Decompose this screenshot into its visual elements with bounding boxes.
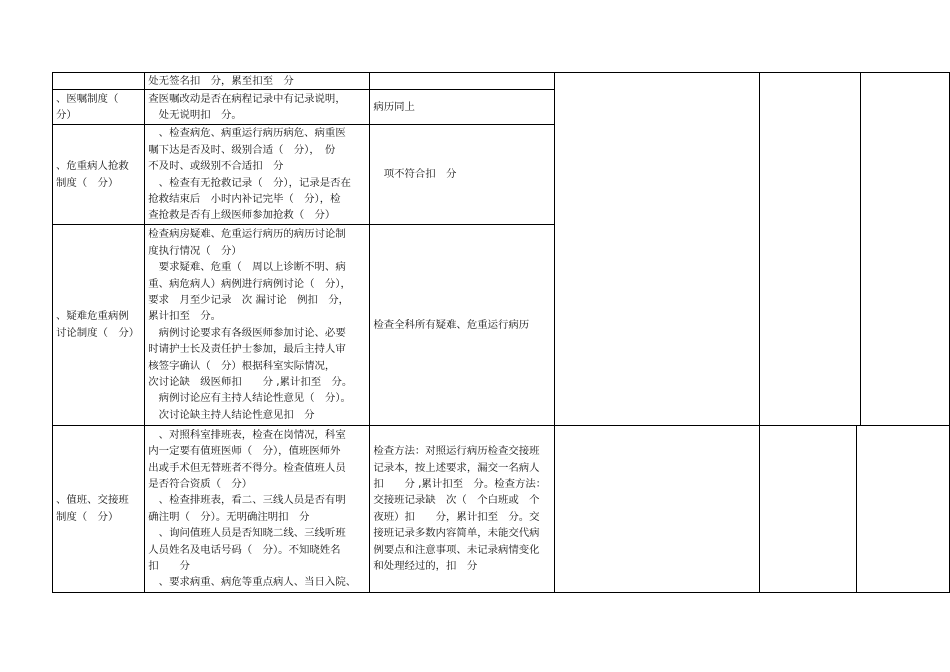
deduction-text: 检查全科所有疑难、危重运行病历 [373,318,530,331]
score-cell [555,425,760,592]
detail-cell [145,224,370,425]
item-cell [53,125,145,224]
detail-cell [145,90,370,125]
table-row [53,425,950,592]
table-row [53,73,950,90]
item-cell [53,73,145,90]
deduction-cell [370,90,555,125]
detail-cell [145,125,370,224]
remark-split [760,73,949,425]
detail-text: 、对照科室排班表，检查在岗情况，科室 内一定要有值班医师（ 分），值班医师外 出或手术但无替班者不得分。检查值班人员 是否符合资质（ 分） 、检查排班表，看二、三线人员是否有明 确注明（ 分）。无明确注明扣 分 、询问值班人员是否知晓二线、三线听班 人员姓名及电话号码（ 分）。不知晓姓名 扣 分 、要求病重、病危等重点病人、当日入院、 [148,428,357,589]
evaluation-table [52,72,950,593]
detail-text: 处无签名扣 分，累至扣至 分 [148,75,294,87]
deduction-cell [370,73,555,90]
detail-text: 查医嘱改动是否在病程记录中有记录说明， 处无说明扣 分。 [148,93,346,122]
item-cell [53,90,145,125]
score-cell [555,73,760,426]
deduction-cell [370,425,555,592]
deduction-text: 项不符合扣 分 [373,168,457,181]
deduction-cell [370,224,555,425]
remark-cell [760,425,857,592]
detail-text: 检查病房疑难、危重运行病历的病历讨论制 度执行情况（ 分） 要求疑难、危重（ 周以上诊断不明、病 重、病危病人）病例进行病例讨论（ 分）， 要求 月至少记录 次 漏讨论 例扣 分， 累计扣至 分。 病例讨论要求有各级医师参加讨论、必要 时请护士长及责任护士参加，最后主持人审 核签字确认（ 分）根据科室实际情况， 次讨论缺 级医师扣 分 ,累计扣至 分。 病例讨论应有主持人结论性意见（ 分）。 次讨论缺主持人结论性意见扣 分 [148,228,353,421]
detail-text: 、检查病危、病重运行病历病危、病重医 嘱下达是否及时、级别合适（ 分）， 份 不及时、或级别不合适扣 分 、检查有无抢救记录（ 分），记录是否在 抢救结束后 小时内补记完毕（ 分），检 查抢救是否有上级医师参加抢救（ 分） [148,127,351,222]
remark-cell [857,425,950,592]
item-text: 、危重病人抢救 制度（ 分） [56,160,129,189]
remark-cell-merged [760,73,950,426]
remark-cell-left [760,73,861,425]
deduction-text: 病历同上 [373,101,415,114]
item-cell [53,425,145,592]
item-cell [53,224,145,425]
item-text: 、疑难危重病例 讨论制度（ 分） [56,310,140,339]
remark-cell-right [861,73,949,425]
deduction-cell [370,125,555,224]
detail-cell [145,425,370,592]
item-text: 、医嘱制度（ 分） [56,93,119,122]
deduction-text: 检查方法：对照运行病历检查交接班 记录本，按上述要求，漏交一名病人 扣 分 ,累计扣至 分。检查方法： 交接班记录缺 次（ 个白班或 个 夜班）扣 分，累计扣至 分。交 接班记录多数内容简单，未能交代病 例要点和注意事项、未记录病情变化 和处理经过的，扣 分 [373,445,547,573]
detail-cell [145,73,370,90]
item-text: 、值班、交接班 制度（ 分） [56,494,129,523]
